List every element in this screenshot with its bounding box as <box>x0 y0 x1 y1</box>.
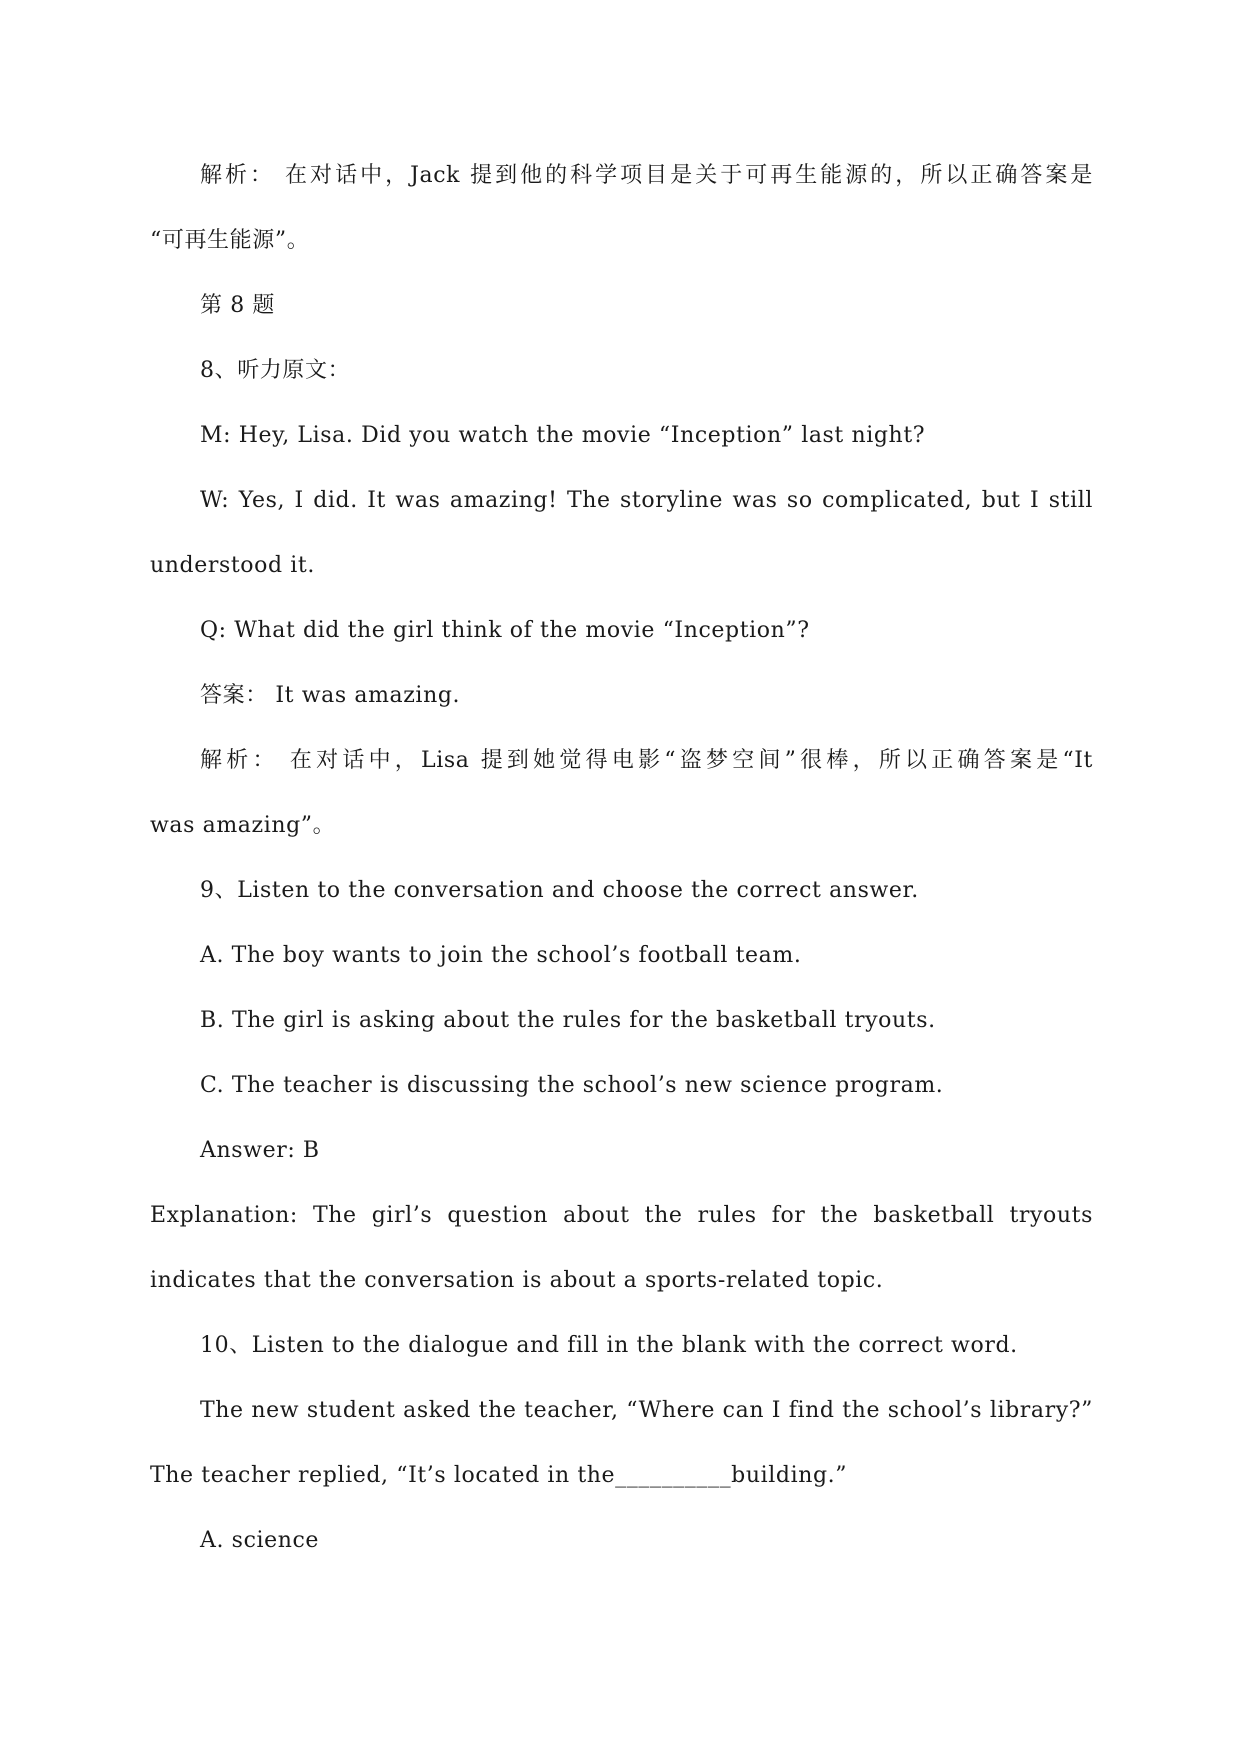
q9-option-c: C. The teacher is discussing the school’s new science program. <box>200 1073 944 1098</box>
document-page <box>150 143 1093 1573</box>
analysis-q7-line1: 解析： 在对话中，Jack 提到他的科学项目是关于可再生能源的，所以正确答案是 <box>200 163 1093 188</box>
q8-dialogue-woman-line1: W: Yes, I did. It was amazing! The storyline was so complicated, but I still <box>200 488 1093 513</box>
q8-question: Q: What did the girl think of the movie “Inception”? <box>200 618 810 643</box>
q10-dialogue-line1: The new student asked the teacher, “Where can I find the school’s library?” <box>200 1398 1093 1423</box>
q8-answer: 答案： It was amazing. <box>200 683 461 708</box>
q8-analysis-line2: was amazing”。 <box>150 813 336 838</box>
q10-dialogue-line2: The teacher replied, “It’s located in the__________building.” <box>150 1463 848 1488</box>
q8-analysis-line1: 解析： 在对话中，Lisa 提到她觉得电影“盗梦空间”很棒，所以正确答案是“It <box>200 748 1093 773</box>
q10-option-a: A. science <box>200 1528 320 1553</box>
q9-answer: Answer: B <box>200 1138 320 1163</box>
question-8-heading: 第 8 题 <box>200 293 275 318</box>
q10-prompt: 10、Listen to the dialogue and fill in the blank with the correct word. <box>200 1333 1018 1358</box>
q8-transcript-label: 8、听力原文： <box>200 358 351 383</box>
q9-option-a: A. The boy wants to join the school’s football team. <box>200 943 802 968</box>
q9-option-b: B. The girl is asking about the rules for the basketball tryouts. <box>200 1008 936 1033</box>
q8-dialogue-man: M: Hey, Lisa. Did you watch the movie “Inception” last night? <box>200 423 926 448</box>
q8-dialogue-woman-line2: understood it. <box>150 553 315 578</box>
analysis-q7-line2: “可再生能源”。 <box>150 228 310 253</box>
q9-explanation-line1: Explanation: The girl’s question about the rules for the basketball tryouts <box>150 1203 1093 1228</box>
q9-explanation-line2: indicates that the conversation is about a sports-related topic. <box>150 1268 884 1293</box>
q9-prompt: 9、Listen to the conversation and choose the correct answer. <box>200 878 919 903</box>
